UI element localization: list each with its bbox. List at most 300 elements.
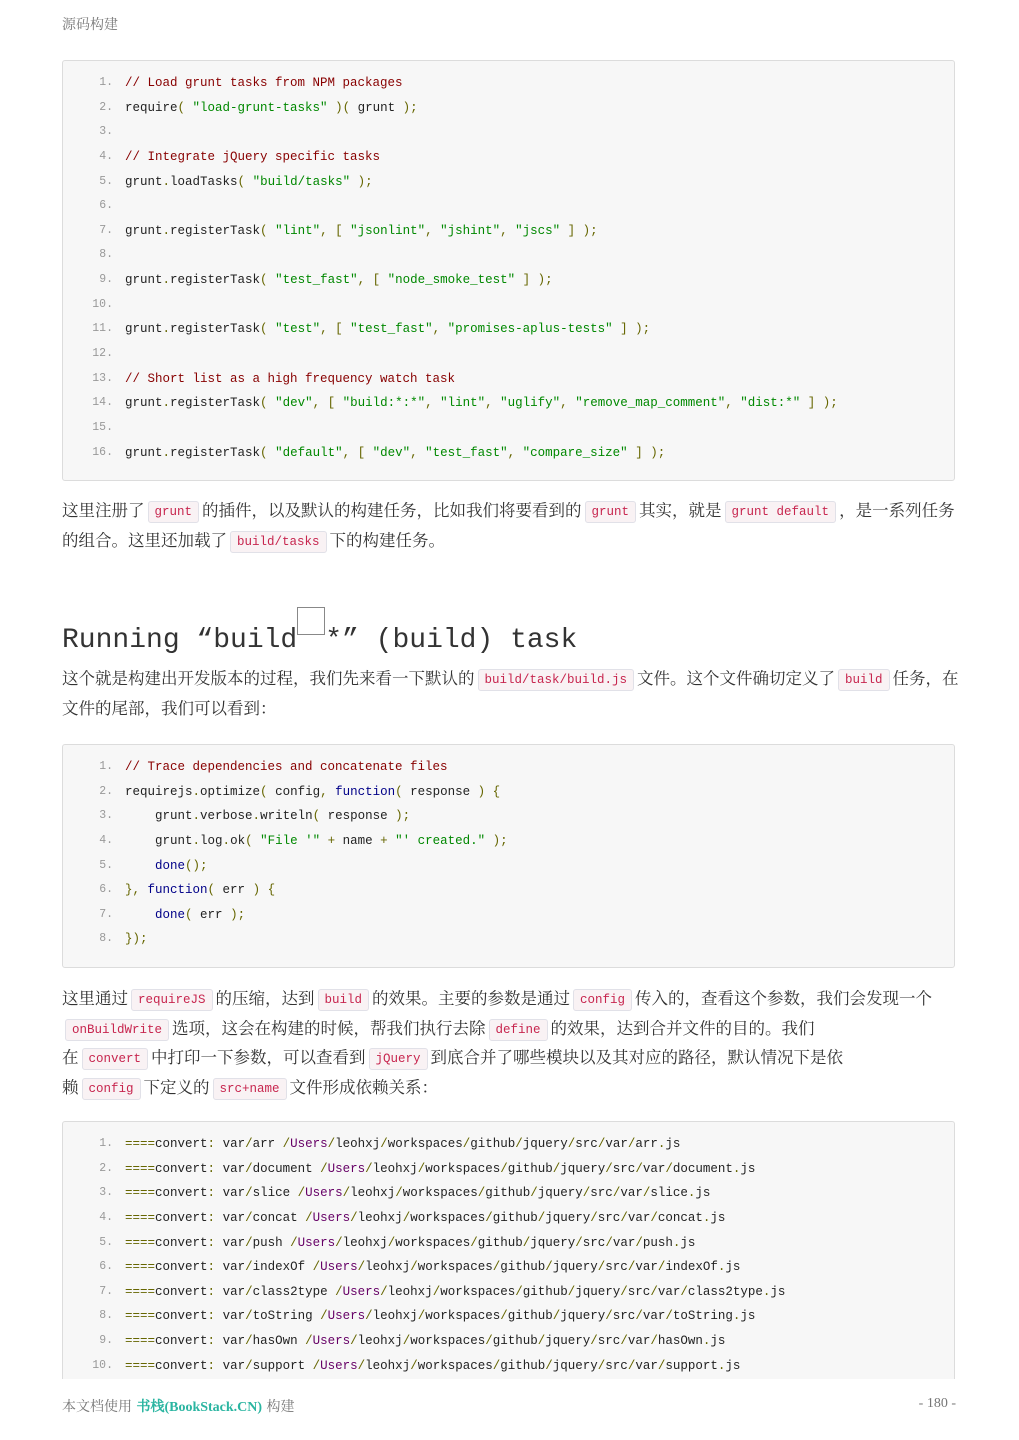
code-token: ( xyxy=(260,223,276,238)
code-token: / xyxy=(657,1358,666,1373)
code-token: , xyxy=(500,223,516,238)
code-token: / xyxy=(642,1186,651,1201)
code-token: "' created." xyxy=(395,833,486,848)
code-token: optimize xyxy=(200,784,261,799)
code-token: js xyxy=(695,1186,711,1201)
code-token: . xyxy=(762,1284,771,1299)
code-token: convert xyxy=(155,1358,208,1373)
code-token: var xyxy=(222,1358,246,1373)
code-token: / xyxy=(665,1309,673,1324)
page-number: - 180 - xyxy=(918,1396,956,1411)
code-token: / xyxy=(620,1210,628,1225)
code-token: leohxj xyxy=(387,1284,433,1299)
code-token xyxy=(305,1260,313,1274)
code-line xyxy=(63,393,954,418)
line-number: 5. xyxy=(99,858,113,872)
code-token: class2type xyxy=(687,1284,763,1299)
code-token xyxy=(215,1260,223,1274)
heading-text-after: *” (build) task xyxy=(325,625,578,656)
code-token: / xyxy=(537,1334,546,1349)
code-token: function xyxy=(335,784,396,799)
code-token: grunt xyxy=(125,445,163,460)
code-token: "jscs" xyxy=(515,223,561,238)
code-token: / xyxy=(665,1161,673,1176)
code-token: ] ); xyxy=(627,445,666,460)
code-token: var xyxy=(657,1284,681,1299)
line-number: 3. xyxy=(99,125,113,139)
code-line xyxy=(63,782,954,807)
code-token: src xyxy=(597,1210,621,1225)
code-token: name xyxy=(342,833,373,848)
code-token: / xyxy=(365,1161,373,1176)
section-heading xyxy=(62,607,577,656)
line-number: 4. xyxy=(99,149,113,163)
code-token: . xyxy=(162,273,171,288)
code-token: / xyxy=(492,1260,501,1275)
code-token: / xyxy=(342,1186,351,1201)
code-token: "build:*:*" xyxy=(342,396,426,411)
code-token: , xyxy=(560,396,576,411)
paragraph-text: 的效果。主要的参数是通过 xyxy=(372,989,571,1008)
footer-suffix: 构建 xyxy=(262,1399,295,1415)
code-token: / xyxy=(327,1137,336,1151)
line-number: 3. xyxy=(99,809,113,823)
code-token: config xyxy=(275,784,321,799)
code-token: loadTasks xyxy=(170,174,238,189)
code-token: / xyxy=(627,1137,636,1151)
code-token: "remove_map_comment" xyxy=(575,396,726,411)
code-token: github xyxy=(500,1260,546,1275)
code-token: "File '" xyxy=(260,833,321,848)
code-token xyxy=(290,1186,298,1200)
code-token xyxy=(215,1236,223,1250)
code-token: "node_smoke_test" xyxy=(387,273,516,288)
missing-glyph-box xyxy=(297,607,325,635)
code-token: / xyxy=(627,1260,636,1275)
code-token: : xyxy=(207,1235,216,1250)
code-token: / xyxy=(245,1334,253,1349)
inline-code: src+name xyxy=(213,1078,287,1100)
code-token: , xyxy=(485,396,501,411)
code-token: (); xyxy=(185,858,208,873)
code-token: ( xyxy=(260,273,276,288)
code-line xyxy=(63,344,954,369)
code-token: github xyxy=(470,1137,516,1151)
line-number: 3. xyxy=(99,1186,113,1200)
code-token: js xyxy=(725,1358,741,1373)
code-token: / xyxy=(492,1358,501,1373)
code-token: + xyxy=(372,833,396,848)
code-token: / xyxy=(650,1334,658,1349)
code-token: workspaces xyxy=(410,1210,486,1225)
code-token: src xyxy=(590,1186,613,1201)
code-token: "dist:*" xyxy=(740,396,801,411)
line-number: 8. xyxy=(99,932,113,946)
code-token: / xyxy=(650,1284,658,1299)
paragraph-text: 文件形成依赖关系： xyxy=(289,1078,439,1098)
line-number: 6. xyxy=(99,883,113,897)
code-token: src xyxy=(605,1260,628,1275)
code-line xyxy=(63,172,954,197)
code-token: / xyxy=(515,1137,523,1151)
code-token: leohxj xyxy=(350,1186,396,1201)
code-token: convert xyxy=(155,1161,208,1176)
code-token: ok xyxy=(230,833,246,848)
code-token: . xyxy=(162,174,171,189)
code-token: ); xyxy=(387,809,411,824)
code-token: }); xyxy=(125,932,148,947)
code-token: , [ xyxy=(357,273,388,288)
code-token xyxy=(215,1186,223,1200)
code-token: github xyxy=(492,1210,538,1225)
code-token: + xyxy=(320,833,343,848)
code-token: : xyxy=(207,1137,216,1151)
code-line xyxy=(63,880,954,905)
code-token: ( xyxy=(312,809,328,824)
code-token: document xyxy=(672,1161,733,1176)
code-token: src xyxy=(612,1309,636,1324)
code-token: : xyxy=(207,1309,216,1324)
code-token: / xyxy=(417,1309,426,1324)
code-token: ==== xyxy=(125,1284,156,1299)
code-token: toString xyxy=(252,1309,313,1324)
code-token: / xyxy=(245,1358,253,1373)
code-token: . xyxy=(162,396,171,411)
paragraph-text: 传入的，查看这个参数，我们会发现一个 xyxy=(635,989,933,1008)
code-token: ==== xyxy=(125,1186,156,1201)
code-token: . xyxy=(702,1334,711,1349)
code-token: convert xyxy=(155,1235,208,1250)
line-number: 5. xyxy=(99,1235,113,1249)
code-token: ); xyxy=(222,907,246,922)
code-line xyxy=(63,1257,954,1282)
code-token: jquery xyxy=(575,1284,621,1299)
code-token: js xyxy=(710,1210,726,1225)
code-token: response xyxy=(327,809,388,824)
inline-code: build/tasks xyxy=(230,531,327,553)
line-number: 6. xyxy=(99,1260,113,1274)
code-token: workspaces xyxy=(417,1358,493,1373)
code-line xyxy=(63,270,954,295)
line-number: 12. xyxy=(92,347,113,361)
code-token: , xyxy=(425,223,441,238)
code-token xyxy=(298,1334,306,1348)
code-line xyxy=(63,1159,954,1184)
code-token xyxy=(215,1359,223,1373)
paragraph-text: 下定义的 xyxy=(143,1078,210,1098)
code-token: "compare_size" xyxy=(522,445,628,460)
code-token: / xyxy=(590,1334,598,1349)
code-token: github xyxy=(507,1309,553,1324)
code-token: grunt xyxy=(125,396,163,411)
code-token: ==== xyxy=(125,1309,156,1324)
code-token: class2type xyxy=(252,1284,328,1299)
code-token: ( xyxy=(237,174,253,189)
code-token: / xyxy=(312,1358,321,1373)
code-token: / xyxy=(410,1260,418,1275)
code-token xyxy=(328,1285,336,1299)
code-token: // Short list as a high frequency watch task xyxy=(125,371,456,386)
code-token: / xyxy=(522,1235,531,1250)
paragraph-text: 文件。这个文件确切定义了 xyxy=(637,669,836,688)
code-token: hasOwn xyxy=(252,1334,298,1349)
code-token: src xyxy=(597,1334,621,1349)
code-line xyxy=(63,221,954,246)
code-token: registerTask xyxy=(170,322,261,337)
footer-brand-link[interactable]: 书栈(BookStack.CN) xyxy=(136,1400,263,1415)
code-token: ( xyxy=(185,907,201,922)
code-line xyxy=(63,1282,954,1307)
code-token: ) { xyxy=(470,784,501,799)
code-token: var xyxy=(222,1186,246,1201)
code-token: ( xyxy=(260,322,276,337)
code-line xyxy=(63,245,954,270)
code-token: , [ xyxy=(312,396,343,411)
code-token: / xyxy=(605,1235,613,1250)
code-token: / xyxy=(657,1260,666,1275)
code-token xyxy=(313,1162,321,1176)
code-line xyxy=(63,1208,954,1233)
code-line xyxy=(63,1356,954,1379)
code-token: : xyxy=(207,1210,216,1225)
paragraph-text: 中打印一下参数，可以查看到 xyxy=(151,1048,366,1068)
code-token: / xyxy=(500,1161,508,1176)
code-token: registerTask xyxy=(170,273,261,288)
code-line xyxy=(63,856,954,881)
code-token: arr xyxy=(252,1137,276,1151)
code-token: ); xyxy=(395,100,418,115)
code-line xyxy=(63,905,954,930)
code-token: / xyxy=(402,1210,411,1225)
code-token: js xyxy=(665,1137,681,1151)
code-token: / xyxy=(312,1260,321,1275)
line-number: 2. xyxy=(99,1161,113,1175)
paragraph-text: 其实，就是 xyxy=(639,501,722,520)
code-token xyxy=(313,1309,321,1323)
code-line xyxy=(63,73,954,98)
code-token: / xyxy=(597,1358,606,1373)
code-token: / xyxy=(545,1358,553,1373)
paragraph-text: 赖 xyxy=(62,1078,79,1098)
code-token: / xyxy=(500,1309,508,1324)
code-token: js xyxy=(680,1235,696,1250)
code-token: ( xyxy=(177,100,193,115)
code-token: github xyxy=(522,1284,568,1299)
code-token: "promises-aplus-tests" xyxy=(447,322,613,337)
code-token: slice xyxy=(252,1186,291,1201)
code-line xyxy=(63,806,954,831)
code-token: ); xyxy=(350,174,373,189)
code-token: / xyxy=(290,1235,298,1250)
code-token xyxy=(125,859,155,873)
paragraph-text: 这里通过 xyxy=(62,989,128,1008)
code-token: / xyxy=(305,1210,313,1225)
code-token: ( xyxy=(395,784,411,799)
paragraph-text: 到底合并了哪些模块以及其对应的路径，默认情况下是依 xyxy=(430,1048,844,1068)
inline-code: build xyxy=(318,989,370,1011)
code-token: / xyxy=(620,1334,628,1349)
code-token: workspaces xyxy=(425,1161,501,1176)
code-token: "test_fast" xyxy=(275,273,358,288)
code-token: / xyxy=(402,1334,411,1349)
code-token: convert xyxy=(155,1284,208,1299)
code-token: "dev" xyxy=(372,445,411,460)
code-token xyxy=(275,1137,283,1151)
code-token: convert xyxy=(155,1210,208,1225)
code-token: / xyxy=(575,1235,583,1250)
code-token: done xyxy=(155,907,186,922)
code-token: ==== xyxy=(125,1260,156,1275)
code-token xyxy=(215,1334,223,1348)
code-token: convert xyxy=(155,1186,208,1201)
code-token: arr xyxy=(635,1137,658,1151)
code-token: var xyxy=(642,1161,666,1176)
line-number: 4. xyxy=(99,833,113,847)
code-token: . xyxy=(192,833,201,848)
code-token: / xyxy=(680,1284,688,1299)
code-token: var xyxy=(222,1284,246,1299)
code-token xyxy=(305,1359,313,1373)
code-token: workspaces xyxy=(395,1235,471,1250)
code-token: "uglify" xyxy=(500,396,561,411)
code-token: ==== xyxy=(125,1334,156,1349)
code-token: / xyxy=(245,1284,253,1299)
code-token: / xyxy=(320,1309,328,1324)
code-token: "test_fast" xyxy=(350,322,433,337)
inline-code: grunt xyxy=(585,501,637,523)
code-token: . xyxy=(687,1186,696,1201)
code-block-convert-output xyxy=(62,1121,955,1379)
code-token: grunt xyxy=(125,833,193,848)
code-token xyxy=(215,1137,223,1151)
code-token: document xyxy=(252,1161,313,1176)
code-token: / xyxy=(365,1309,373,1324)
code-token: / xyxy=(530,1186,538,1201)
code-token: , xyxy=(320,784,336,799)
code-line xyxy=(63,295,954,320)
code-token: require xyxy=(125,100,178,115)
code-token: ( xyxy=(260,396,276,411)
code-token: var xyxy=(222,1137,246,1151)
code-token: jquery xyxy=(522,1137,568,1151)
code-token: Users xyxy=(305,1186,343,1201)
code-token: src xyxy=(582,1235,606,1250)
code-token: / xyxy=(515,1284,523,1299)
code-token: / xyxy=(305,1334,313,1349)
code-token: ==== xyxy=(125,1161,156,1176)
code-token: registerTask xyxy=(170,223,261,238)
code-token: jquery xyxy=(552,1358,598,1373)
line-number: 7. xyxy=(99,1284,113,1298)
code-token: / xyxy=(245,1210,253,1225)
code-token: Users xyxy=(320,1260,358,1275)
code-token: leohxj xyxy=(365,1260,411,1275)
code-line xyxy=(63,418,954,443)
code-token: "test" xyxy=(275,322,321,337)
code-token xyxy=(215,1309,223,1323)
paragraph-build-intro xyxy=(62,665,962,723)
line-number: 7. xyxy=(99,223,113,237)
code-token: var xyxy=(605,1137,628,1151)
code-token: / xyxy=(545,1260,553,1275)
code-token: / xyxy=(350,1210,358,1225)
code-token: js xyxy=(740,1309,756,1324)
code-token: / xyxy=(485,1334,493,1349)
code-token: / xyxy=(537,1210,546,1225)
code-token: / xyxy=(470,1235,478,1250)
code-token: , [ xyxy=(320,322,351,337)
code-token: / xyxy=(485,1210,493,1225)
code-token: src xyxy=(575,1137,598,1151)
line-number: 11. xyxy=(92,322,113,336)
paragraph-text: ，是一系列任务的组合。这里还加载了 xyxy=(62,501,955,550)
code-line xyxy=(63,369,954,394)
code-token: / xyxy=(462,1137,471,1151)
code-token: "lint" xyxy=(275,223,321,238)
code-token: "build/tasks" xyxy=(252,174,351,189)
code-line xyxy=(63,319,954,344)
code-token: / xyxy=(635,1161,643,1176)
code-token: . xyxy=(732,1309,741,1324)
code-token: , xyxy=(507,445,523,460)
code-token: indexOf xyxy=(252,1260,306,1275)
line-number: 4. xyxy=(99,1210,113,1224)
code-token: . xyxy=(672,1235,681,1250)
code-token: / xyxy=(605,1161,613,1176)
code-token: var xyxy=(222,1334,246,1349)
code-token: }, xyxy=(125,883,148,898)
code-lines xyxy=(63,1122,954,1379)
code-block-requirejs xyxy=(62,744,955,968)
code-token: push xyxy=(252,1235,283,1250)
code-token: / xyxy=(282,1137,291,1151)
page-footer xyxy=(62,1396,956,1416)
line-number: 1. xyxy=(99,760,113,773)
code-token: response xyxy=(410,784,471,799)
code-token: . xyxy=(162,445,171,460)
code-token: grunt xyxy=(125,809,193,824)
code-token: : xyxy=(207,1284,216,1299)
code-token: workspaces xyxy=(440,1284,516,1299)
code-token: / xyxy=(477,1186,486,1201)
code-token: "test_fast" xyxy=(425,445,508,460)
code-token: workspaces xyxy=(425,1309,501,1324)
paragraph-text: 下的构建任务。 xyxy=(329,530,446,550)
code-token: var xyxy=(222,1260,246,1275)
code-line xyxy=(63,1233,954,1258)
code-token: jquery xyxy=(552,1260,598,1275)
code-token: ( xyxy=(260,445,276,460)
code-token: github xyxy=(477,1235,523,1250)
code-token: : xyxy=(207,1260,216,1275)
code-token: done xyxy=(155,858,186,873)
code-token: hasOwn xyxy=(657,1334,703,1349)
code-token: var xyxy=(642,1309,666,1324)
line-number: 9. xyxy=(99,1334,113,1348)
code-line xyxy=(63,98,954,123)
code-token: / xyxy=(635,1235,643,1250)
code-token: / xyxy=(357,1358,366,1373)
code-token: var xyxy=(222,1309,246,1324)
code-token: github xyxy=(492,1334,538,1349)
code-token: / xyxy=(597,1260,606,1275)
code-token: js xyxy=(725,1260,741,1275)
line-number: 13. xyxy=(92,371,113,385)
code-token: Users xyxy=(312,1210,351,1225)
paragraph-text: 的效果，达到合并文件的目的。我们 xyxy=(550,1018,815,1038)
code-token: src xyxy=(627,1284,651,1299)
code-token: src xyxy=(612,1161,636,1176)
